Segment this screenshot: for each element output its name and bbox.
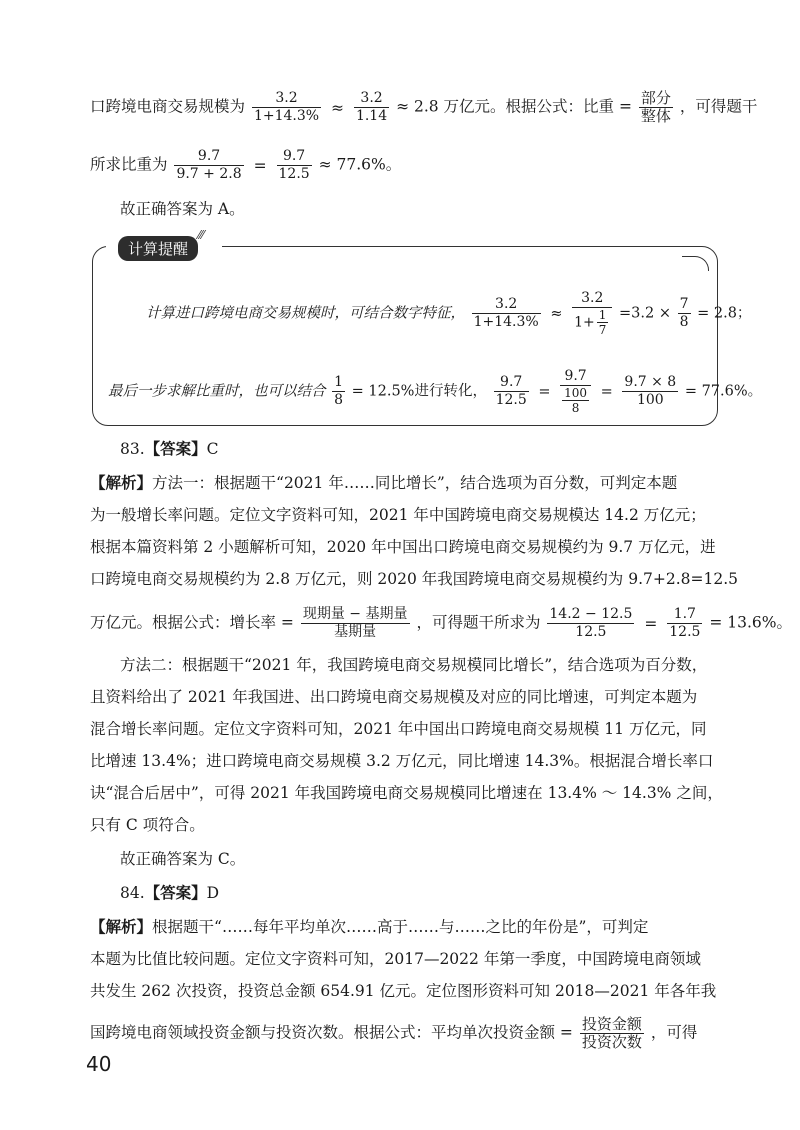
answer-line: 故正确答案为 C。 xyxy=(120,850,246,868)
text-line: 共发生 262 次投资，投资总金额 654.91 亿元。定位图形资料可知 2018—2021 年各年我 xyxy=(90,982,717,1000)
text-line: 为一般增长率问题。定位文字资料可知，2021 年中国跨境电商交易规模达 14.2 万亿元； xyxy=(90,506,706,524)
text-line: 根据本篇资料第 2 小题解析可知，2020 年中国出口跨境电商交易规模约为 9.7 万亿元，进 xyxy=(90,538,716,556)
text-line: 口跨境电商交易规模为 $\frac{3.2}{1+14.3\%}$ ≈ $\frac{3.2}{1.14}$ ≈ 2.8 万亿元。根据公式：比重 = 部分 整体 ，可得题干 xyxy=(90,89,758,125)
fraction: $\frac{1}{8}$ xyxy=(334,374,344,408)
fraction: $\frac{1.7}{12.5}$ xyxy=(669,606,701,640)
text-line: 口跨境电商交易规模约为 2.8 万亿元，则 2020 年我国跨境电商交易规模约为 9.7+2.8=12.5 xyxy=(90,570,739,588)
text-line: 【解析】方法一：根据题干“2021 年……同比增长”，结合选项为百分数，可判定本题 xyxy=(90,474,678,492)
text-line: 国跨境电商领域投资金额与投资次数。根据公式：平均单次投资金额 = 投资金额 投资次数 ，可得 xyxy=(90,1015,698,1051)
fraction: $\frac{100}{8}$ xyxy=(564,386,588,415)
text-line: 方法二：根据题干“2021 年，我国跨境电商交易规模同比增长”，结合选项为百分数， xyxy=(120,656,708,674)
question-84-answer: 84.【答案】D xyxy=(120,884,220,902)
fraction: $\frac{9.7}{12.5}$ xyxy=(495,374,527,408)
calculation-tip-label: 计算提醒 xyxy=(118,236,198,261)
page-number: 40 xyxy=(86,1052,112,1076)
fraction: $\frac{3.2}{1+14.3\%}$ xyxy=(473,296,539,330)
text-line: 比增速 13.4%；进口跨境电商交易规模 3.2 万亿元，同比增速 14.3%。根据混合增长率口 xyxy=(90,752,714,770)
text-line: 本题为比值比较问题。定位文字资料可知，2017—2022 年第一季度，中国跨境电商领域 xyxy=(90,950,701,968)
fraction: $\frac{9.7}{12.5}$ xyxy=(278,148,310,182)
tip-row-2: 最后一步求解比重时，也可以结合 $\frac{1}{8}$ = 12.5%进行转化， $\frac{9.7}{12.5}$ = $\frac{9.7}{\frac{100}{8}}$ = $\frac{9.7 \times 8}{100}$ = 77.6%。 xyxy=(108,368,763,415)
text-line: 诀“混合后居中”，可得 2021 年我国跨境电商交易规模同比增速在 13.4% ～ 14.3% 之间， xyxy=(90,784,723,802)
fraction: $\frac{3.2}{1.14}$ xyxy=(355,90,388,124)
fraction: $\frac{3.2}{1+14.3\%}$ xyxy=(253,90,320,124)
text-line: 万亿元。根据公式：增长率 = 现期量 − 基期量 基期量 ，可得题干所求为 $\frac{14.2 - 12.5}{12.5}$ = $\frac{1.7}{12.5}$ = 13.6%。 xyxy=(90,606,793,640)
question-83-answer: 83.【答案】C xyxy=(120,440,219,458)
tip-row-1: 计算进口跨境电商交易规模时，可结合数字特征， $\frac{3.2}{1+14.3\%}$ ≈ 3.2 1+ $\frac{1}{7}$ =3.2 × $\frac{7}{8}$ = 2.8； xyxy=(146,290,752,337)
fraction: 现期量 − 基期量 基期量 xyxy=(302,606,408,640)
fraction: $\frac{9.7}{9.7 + 2.8}$ xyxy=(176,148,242,182)
text-line: 只有 C 项符合。 xyxy=(90,816,205,834)
fraction: $\frac{14.2 - 12.5}{12.5}$ xyxy=(549,606,633,640)
fraction: 部分 整体 xyxy=(640,89,671,125)
text-line: 混合增长率问题。定位文字资料可知，2021 年中国出口跨境电商交易规模 11 万亿元，同 xyxy=(90,720,707,738)
text-line: 且资料给出了 2021 年我国进、出口跨境电商交易规模及对应的同比增速，可判定本题为 xyxy=(90,688,698,706)
fraction: 投资金额 投资次数 xyxy=(581,1015,642,1051)
complex-fraction: 3.2 1+ $\frac{1}{7}$ xyxy=(572,290,612,337)
complex-fraction: $\frac{9.7}{\frac{100}{8}}$ xyxy=(560,368,591,415)
text-line: 【解析】根据题干“……每年平均单次……高于……与……之比的年份是”，可判定 xyxy=(90,918,649,936)
fraction: $\frac{9.7 \times 8}{100}$ xyxy=(624,374,677,408)
fraction: $\frac{1}{7}$ xyxy=(598,308,607,337)
fraction: $\frac{7}{8}$ xyxy=(679,296,689,330)
spark-icon: ⁄⁄⁄ xyxy=(198,228,205,242)
answer-line: 故正确答案为 A。 xyxy=(120,200,245,218)
text-line: 所求比重为 $\frac{9.7}{9.7 + 2.8}$ = $\frac{9.7}{12.5}$ ≈ 77.6%。 xyxy=(90,148,402,182)
